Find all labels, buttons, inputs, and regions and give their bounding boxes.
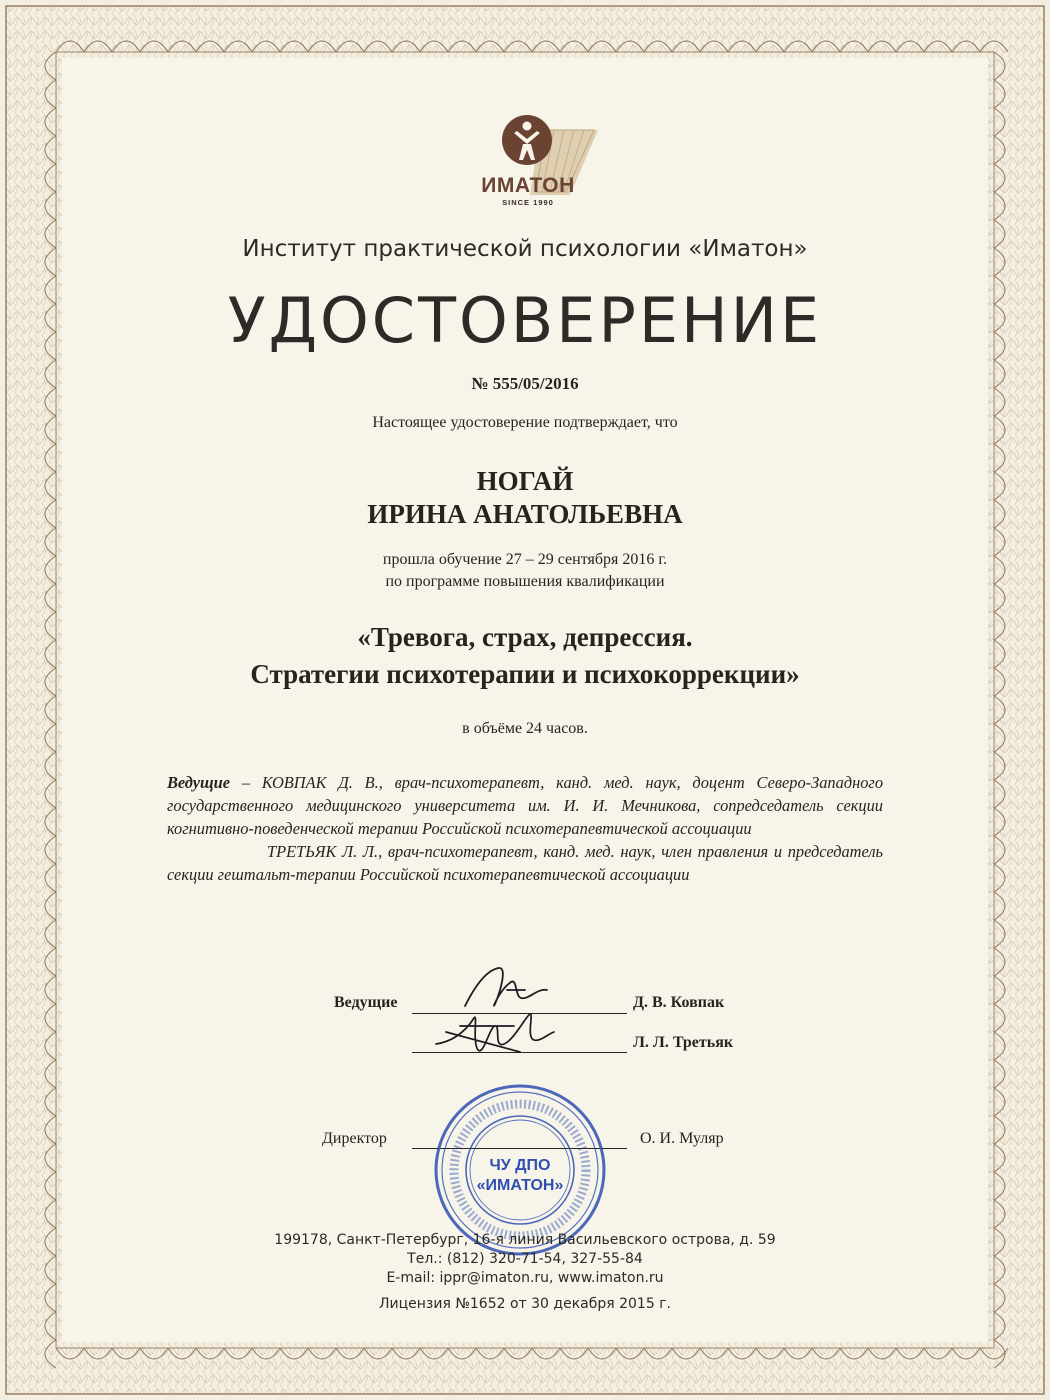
stamp-line1: ЧУ ДПО <box>489 1157 551 1174</box>
course-title-line1: «Тревога, страх, депрессия. <box>357 622 693 652</box>
course-title-line2: Стратегии психотерапии и психокоррекции» <box>250 659 800 689</box>
stamp-line2: «ИМАТОН» <box>476 1177 564 1194</box>
course-hours: в объёме 24 часов. <box>462 720 588 737</box>
recipient-given-names: ИРИНА АНАТОЛЬЕВНА <box>367 499 683 529</box>
institute-name: Институт практической психологии «Иматон» <box>242 236 808 262</box>
certificate-number: № 555/05/2016 <box>471 374 579 393</box>
signature-tretyak <box>430 1004 560 1064</box>
footer-email: E-mail: ippr@imaton.ru, www.imaton.ru <box>386 1270 664 1286</box>
leader2-paragraph <box>167 840 883 886</box>
leaders-label: Ведущие <box>167 773 231 792</box>
signature-leaders-label: Ведущие <box>334 994 398 1011</box>
confirmation-text: Настоящее удостоверение подтверждает, что <box>372 414 678 431</box>
director-name: О. И. Муляр <box>640 1130 724 1147</box>
leader1-description: КОВПАК Д. В., врач-психотерапевт, канд. мед. наук, доцент Северо-Западного государственного медицинского университета им. И. И. Мечникова, сопредседатель секции когнитивно-поведенческой терапии Российской психотерапевтической ассоциации <box>167 773 884 838</box>
footer-phone: Тел.: (812) 320-71-54, 327-55-84 <box>407 1251 643 1267</box>
document-title: УДОСТОВЕРЕНИЕ <box>227 284 823 357</box>
leader1-paragraph <box>167 771 883 840</box>
leader2-description: ТРЕТЬЯК Л. Л., врач-психотерапевт, канд. мед. наук, член правления и председатель секции гештальт-терапии Российской психотерапевтической ассоциации <box>167 842 883 884</box>
signer-2-name: Л. Л. Третьяк <box>633 1034 734 1051</box>
logo-wordmark: ИМАТОН <box>481 174 575 197</box>
program-type: по программе повышения квалификации <box>385 573 665 590</box>
signer-1-name: Д. В. Ковпак <box>633 994 725 1011</box>
leaders-block <box>167 771 883 886</box>
footer-license: Лицензия №1652 от 30 декабря 2015 г. <box>378 1296 672 1312</box>
recipient-surname: НОГАЙ <box>476 466 574 496</box>
director-label: Директор <box>322 1130 387 1147</box>
leaders-dash: – <box>230 773 262 792</box>
footer-address: 199178, Санкт-Петербург, 16-я линия Васильевского острова, д. 59 <box>274 1232 776 1248</box>
training-dates: прошла обучение 27 – 29 сентября 2016 г. <box>382 551 668 568</box>
logo-since: SINCE 1990 <box>502 198 554 207</box>
